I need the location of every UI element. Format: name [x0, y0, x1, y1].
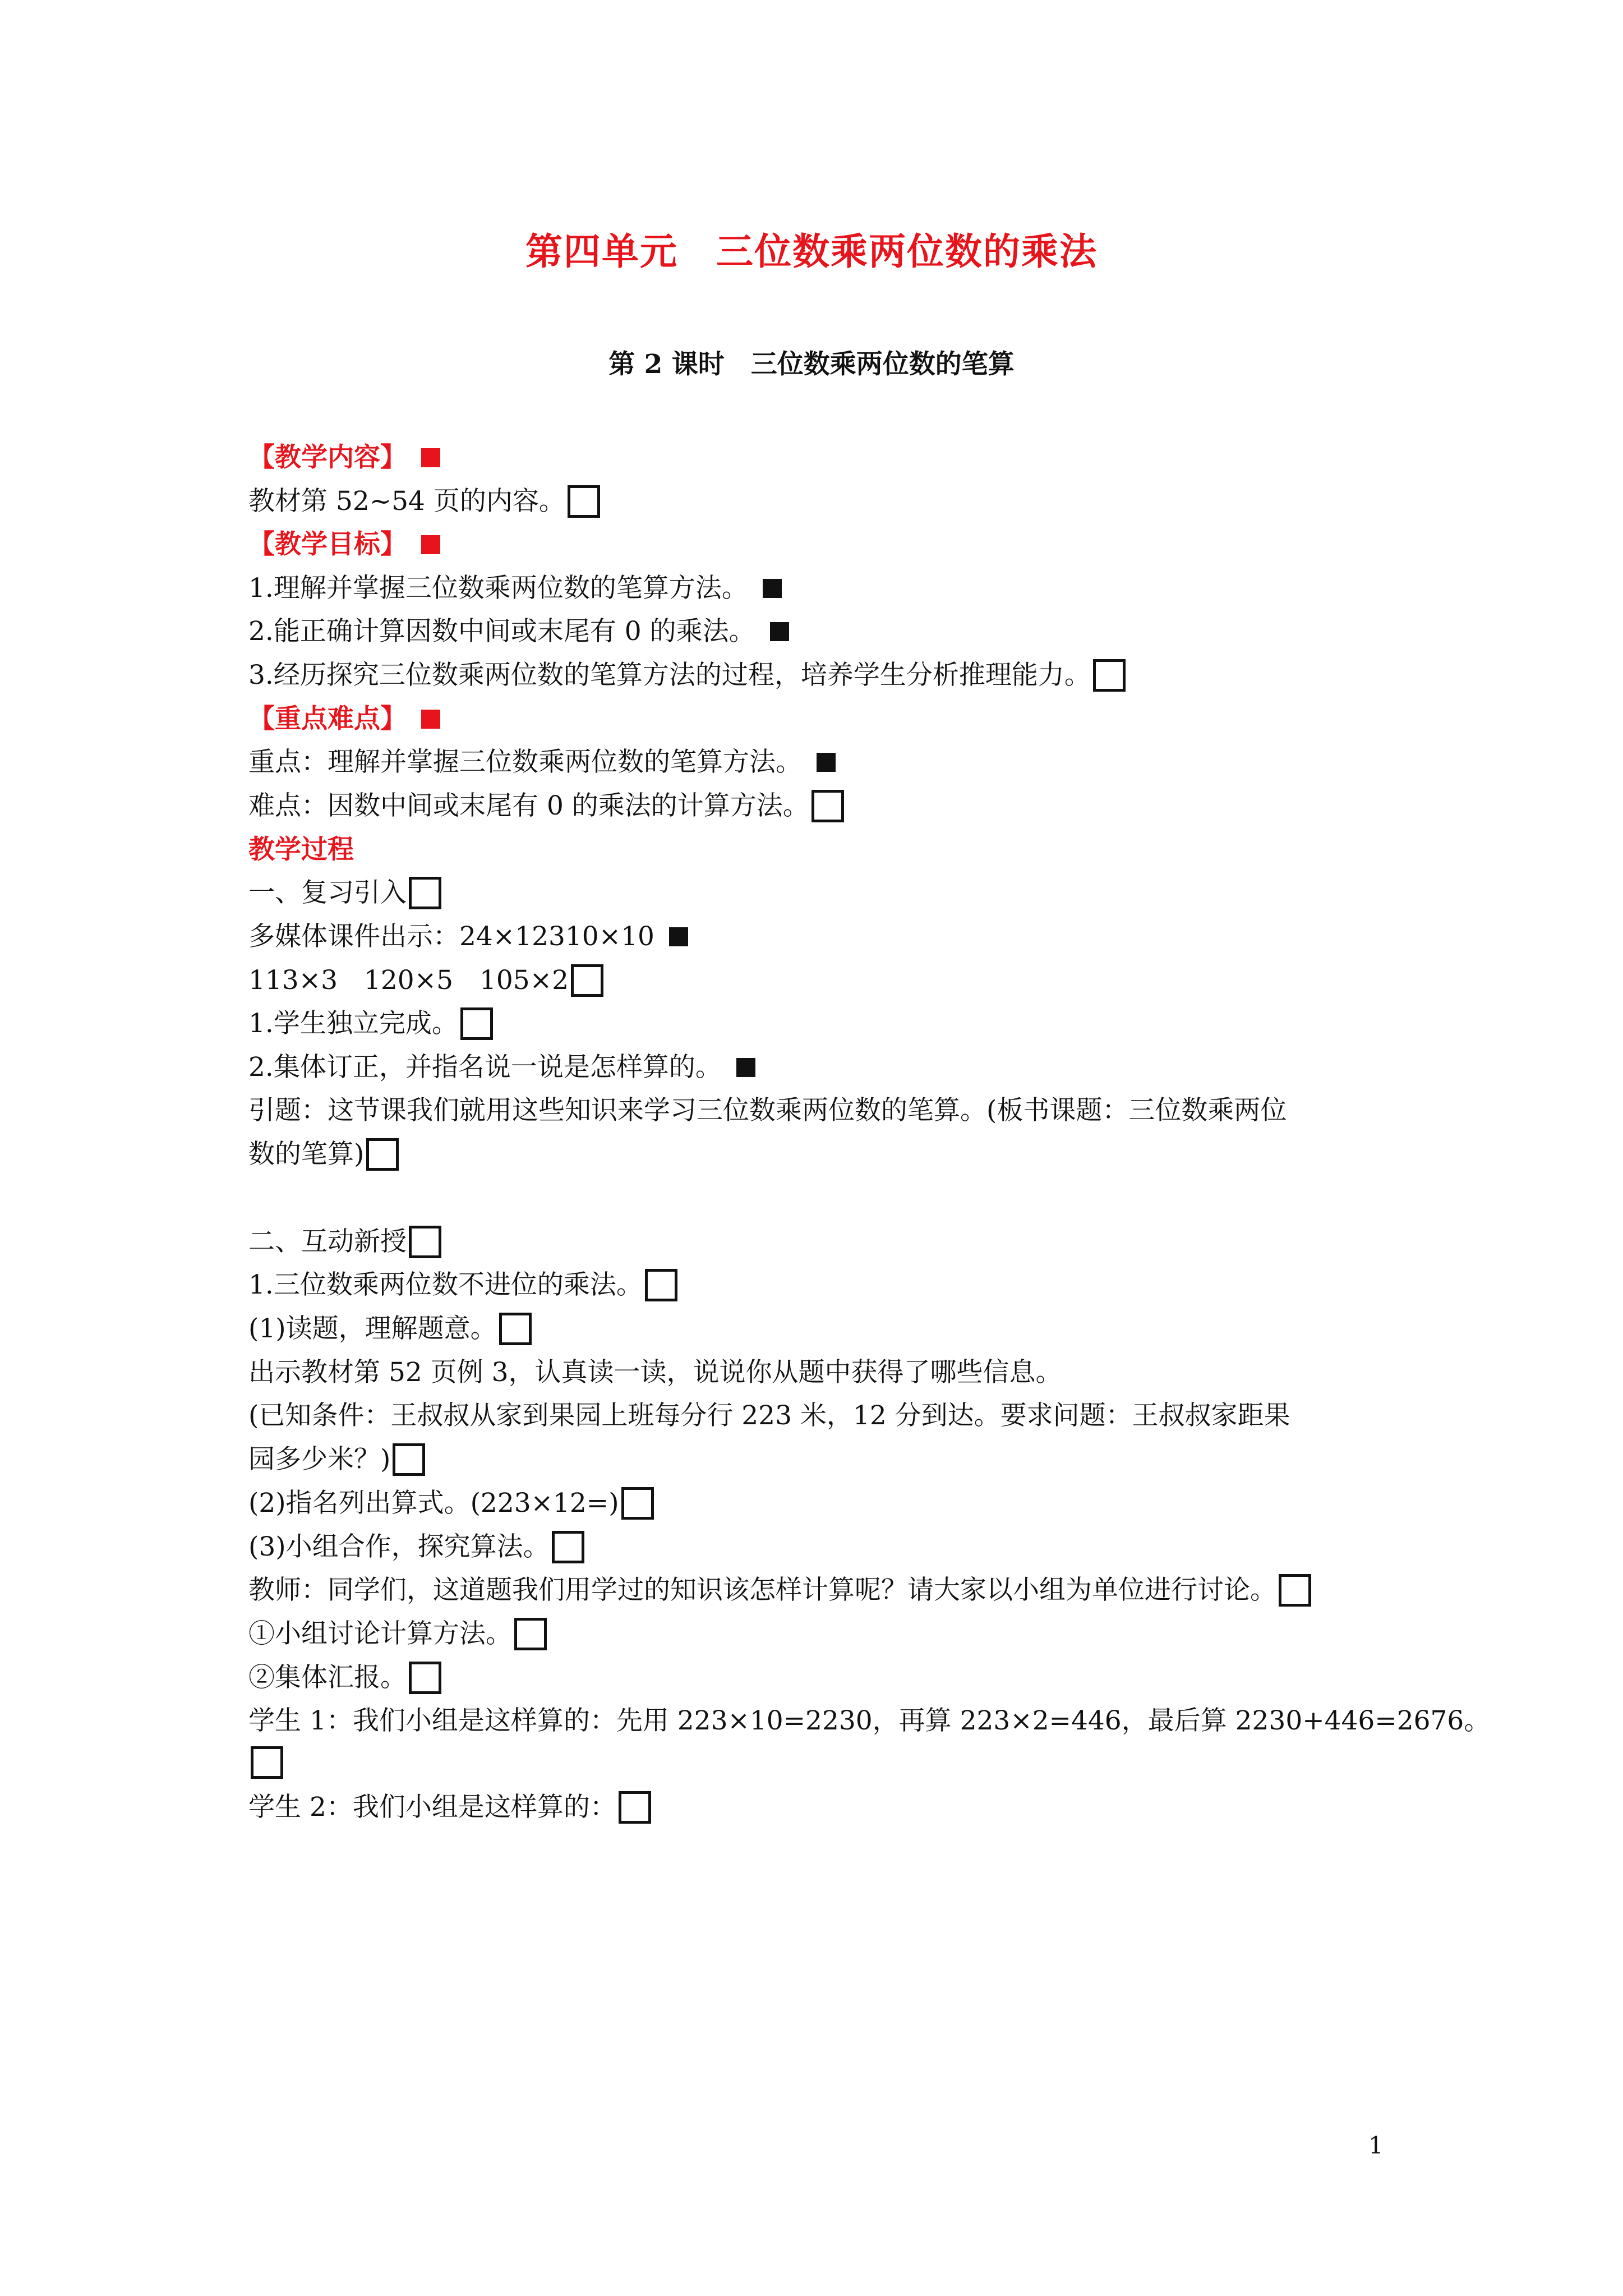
- line-text: 3.经历探究三位数乘两位数的笔算方法的过程，培养学生分析推理能力。: [248, 660, 1091, 691]
- line-text: 1.理解并掌握三位数乘两位数的笔算方法。: [248, 573, 748, 604]
- text-line: [248, 963, 603, 999]
- empty-box-icon: [619, 1791, 651, 1824]
- text-line: [248, 1789, 651, 1825]
- line-text: 1.三位数乘两位数不进位的乘法。: [248, 1269, 643, 1300]
- line-text: 二、互动新授: [248, 1226, 407, 1257]
- line-text: 多媒体课件出示：24×12310×10: [248, 921, 654, 952]
- page-number: 1: [1368, 2132, 1384, 2159]
- black-square-icon: [669, 927, 688, 946]
- red-square-icon: [421, 710, 440, 729]
- empty-box-icon: [409, 1226, 441, 1258]
- line-text: 学生 2：我们小组是这样算的：: [248, 1792, 616, 1823]
- black-square-icon: [763, 579, 782, 598]
- empty-box-icon: [1279, 1574, 1311, 1607]
- page-title: 第四单元 三位数乘两位数的乘法: [525, 229, 1098, 273]
- black-square-icon: [736, 1058, 755, 1077]
- text-line: [248, 1529, 584, 1565]
- empty-box-icon: [571, 964, 603, 997]
- empty-box-icon: [621, 1487, 654, 1520]
- text-line: [248, 1572, 1311, 1608]
- line-text: 难点：因数中间或末尾有 0 的乘法的计算方法。: [248, 790, 809, 821]
- text-line: [248, 832, 354, 868]
- empty-box-icon: [499, 1313, 532, 1345]
- empty-box-icon: [251, 1746, 283, 1779]
- text-line: [248, 1355, 1062, 1391]
- red-square-icon: [421, 535, 440, 554]
- text-line: [248, 1267, 677, 1303]
- text-line: [248, 1006, 493, 1042]
- empty-box-icon: [460, 1007, 493, 1040]
- text-line: [248, 570, 782, 606]
- line-text: 【教学目标】: [248, 529, 407, 560]
- text-line: [248, 788, 844, 824]
- line-text: 教学过程: [248, 834, 354, 865]
- text-line: [248, 1050, 755, 1085]
- text-line: [248, 1485, 654, 1521]
- empty-box-icon: [409, 877, 441, 909]
- line-text: 2.集体订正，并指名说一说是怎样算的。: [248, 1052, 722, 1083]
- empty-box-icon: [409, 1662, 441, 1694]
- text-line: [248, 614, 789, 650]
- text-line: [248, 875, 441, 911]
- line-text: ①小组讨论计算方法。: [248, 1618, 512, 1649]
- line-text: (1)读题，理解题意。: [248, 1313, 497, 1344]
- text-line: [248, 1442, 425, 1478]
- line-text: 学生 1：我们小组是这样算的：先用 223×10=2230，再算 223×2=446，最后算 2230+446=2676。: [248, 1705, 1491, 1736]
- empty-box-icon: [1093, 659, 1126, 692]
- line-text: (2)指名列出算式。(223×12=): [248, 1488, 619, 1519]
- text-line: [248, 440, 440, 476]
- black-square-icon: [770, 622, 789, 641]
- empty-box-icon: [552, 1531, 584, 1563]
- empty-box-icon: [514, 1618, 547, 1650]
- text-line: [248, 1660, 441, 1696]
- empty-box-icon: [366, 1138, 399, 1171]
- red-square-icon: [421, 448, 440, 467]
- line-text: 113×3 120×5 105×2: [248, 965, 569, 996]
- line-text: 引题：这节课我们就用这些知识来学习三位数乘两位数的笔算。(板书课题：三位数乘两位: [248, 1095, 1287, 1126]
- text-line: [248, 657, 1126, 693]
- line-text: 教材第 52~54 页的内容。: [248, 486, 565, 517]
- text-line: [248, 1137, 399, 1172]
- text-line: [248, 1093, 1287, 1129]
- line-text: 【教学内容】: [248, 442, 407, 473]
- text-line: [248, 1703, 1490, 1739]
- empty-box-icon: [645, 1269, 677, 1301]
- text-line: [248, 484, 600, 519]
- text-line: [248, 1311, 532, 1347]
- text-line: [248, 1745, 283, 1780]
- empty-box-icon: [811, 790, 844, 822]
- line-text: (已知条件：王叔叔从家到果园上班每分行 223 米，12 分到达。要求问题：王叔叔家距果: [248, 1400, 1290, 1431]
- line-text: (3)小组合作，探究算法。: [248, 1531, 550, 1562]
- text-line: [248, 701, 440, 737]
- text-line: [248, 744, 836, 780]
- line-text: 重点：理解并掌握三位数乘两位数的笔算方法。: [248, 747, 802, 777]
- line-text: 园多少米？): [248, 1444, 391, 1475]
- line-text: 出示教材第 52 页例 3，认真读一读，说说你从题中获得了哪些信息。: [248, 1357, 1062, 1388]
- text-line: [248, 1616, 547, 1652]
- text-line: [248, 527, 440, 563]
- line-text: 数的笔算): [248, 1139, 365, 1170]
- line-text: 教师：同学们，这道题我们用学过的知识该怎样计算呢？请大家以小组为单位进行讨论。: [248, 1575, 1276, 1605]
- line-text: 2.能正确计算因数中间或末尾有 0 的乘法。: [248, 616, 755, 647]
- empty-box-icon: [393, 1443, 425, 1476]
- text-line: [248, 1224, 441, 1260]
- text-line: [248, 1398, 1290, 1434]
- line-text: ②集体汇报。: [248, 1662, 407, 1693]
- line-text: 【重点难点】: [248, 703, 407, 734]
- empty-box-icon: [568, 485, 600, 518]
- line-text: 1.学生独立完成。: [248, 1008, 458, 1039]
- black-square-icon: [817, 753, 836, 772]
- line-text: 一、复习引入: [248, 877, 407, 908]
- text-line: [248, 919, 688, 955]
- lesson-title: 第 2 课时 三位数乘两位数的笔算: [608, 349, 1015, 380]
